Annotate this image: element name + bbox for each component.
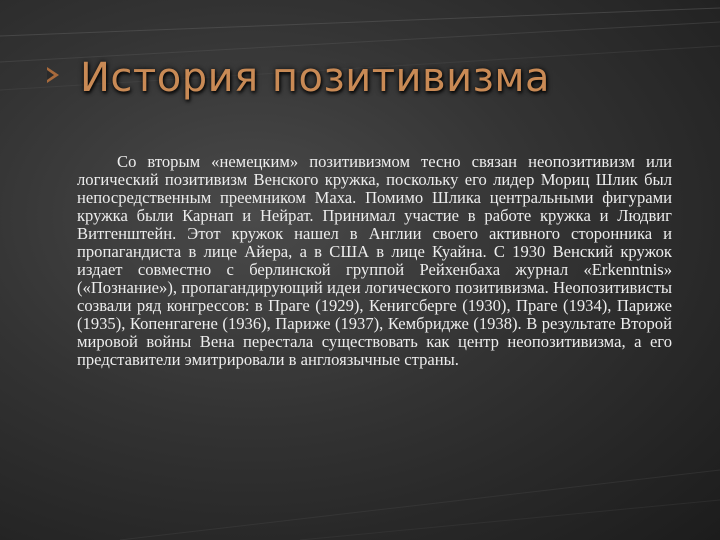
- arrow-bullet-icon: [47, 67, 59, 83]
- body-paragraph: Со вторым «немецким» позитивизмом тесно связан неопозитивизм или логический позитивизм Венского кружка, поскольку его лидер Мориц Шлик был непосредственным преемником Маха. Помимо Шлика центральными фигурами кружка были Карнап и Нейрат. Принимал участие в работе кружка и Людвиг Витгенштейн. Этот кружок нашел в Англии своего активного сторонника и пропагандиста в лице Айера, а в США в лице Куайна. С 1930 Венский кружок издает совместно с берлинской группой Рейхенбаха журнал «Erkenntnis» («Познание»), пропагандирующий идеи логического позитивизма. Неопозитивисты созвали ряд конгрессов: в Праге (1929), Кенигсберге (1930), Праге (1934), Париже (1935), Копенгагене (1936), Париже (1937), Кембридже (1938). В результате Второй мировой войны Вена перестала существовать как центр неопозитивизма, а его представители эмитрировали в англоязычные страны.: [77, 152, 672, 369]
- slide-title: История позитивизма: [80, 55, 551, 101]
